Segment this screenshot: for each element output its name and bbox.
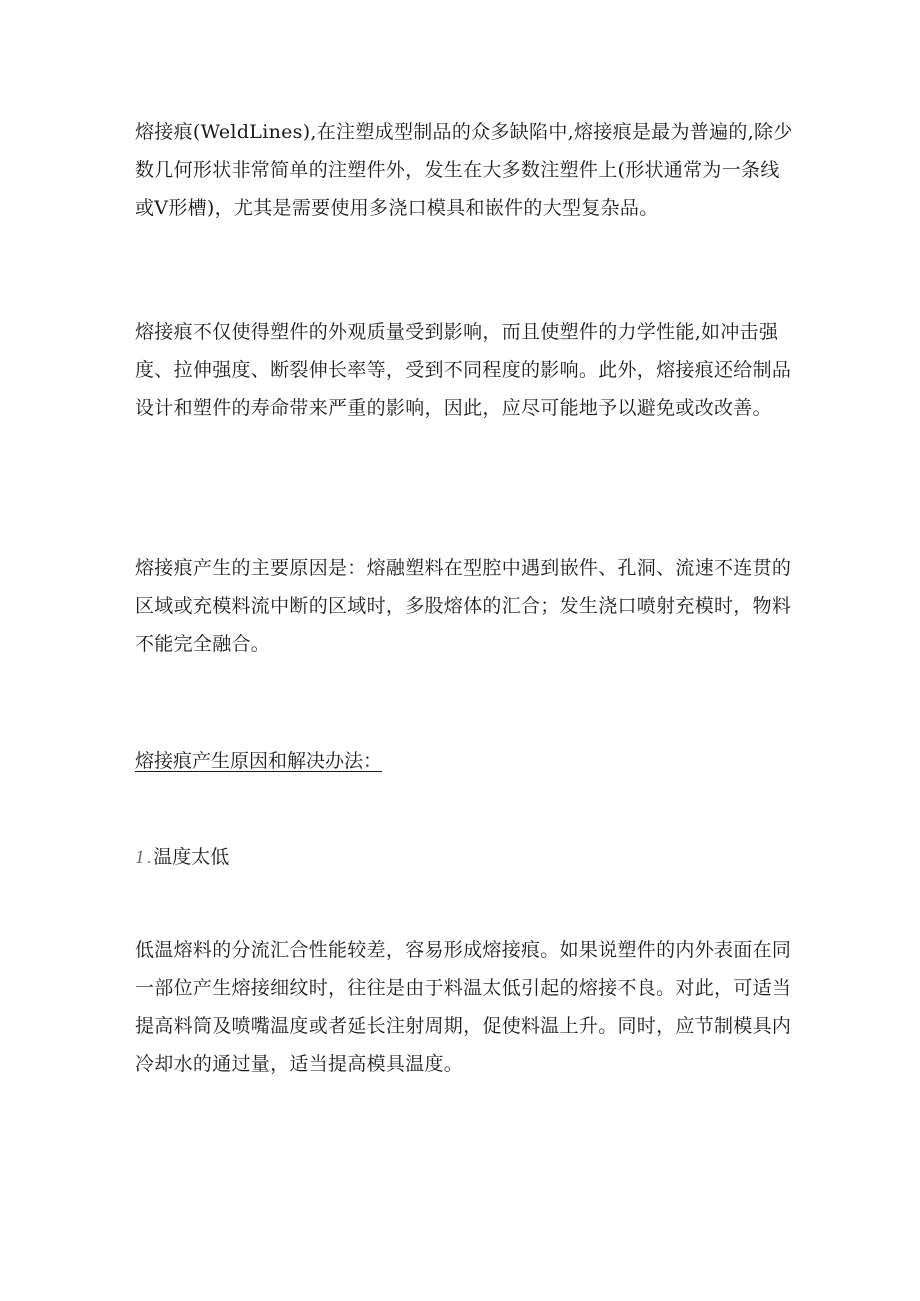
paragraph-effects: 熔接痕不仅使得塑件的外观质量受到影响，而且使塑件的力学性能,如冲击强度、拉伸强度、断裂伸长率等，受到不同程度的影响。此外，熔接痕还给制品设计和塑件的寿命带来严重的影响，因此，应尽可能地予以避免或改改善。 (135, 321, 792, 419)
paragraph-causes: 熔接痕产生的主要原因是：熔融塑料在型腔中遇到嵌件、孔洞、流速不连贯的区域或充模料流中断的区域时，多股熔体的汇合；发生浇口喷射充模时，物料不能完全融合。 (135, 557, 792, 655)
item-1-heading (135, 840, 229, 875)
item-1-number: 1 (135, 847, 145, 868)
section-heading: 熔接痕产生原因和解决办法： (135, 750, 383, 772)
paragraph-low-temperature: 低温熔料的分流汇合性能较差，容易形成熔接痕。如果说塑件的内外表面在同一部位产生熔接细纹时，往往是由于料温太低引起的熔接不良。对此，可适当提高料筒及喷嘴温度或者延长注射周期，促使料温上升。同时，应节制模具内冷却水的通过量，适当提高模具温度。 (135, 939, 792, 1075)
item-1-title: 温度太低 (153, 846, 230, 868)
item-1-separator: . (146, 849, 152, 867)
paragraph-intro: 熔接痕(WeldLines),在注塑成型制品的众多缺陷中,熔接痕是最为普遍的,除少数几何形状非常简单的注塑件外，发生在大多数注塑件上(形状通常为一条线或V形槽)，尤其是需要使用多浇口模具和嵌件的大型复杂品。 (135, 121, 793, 219)
